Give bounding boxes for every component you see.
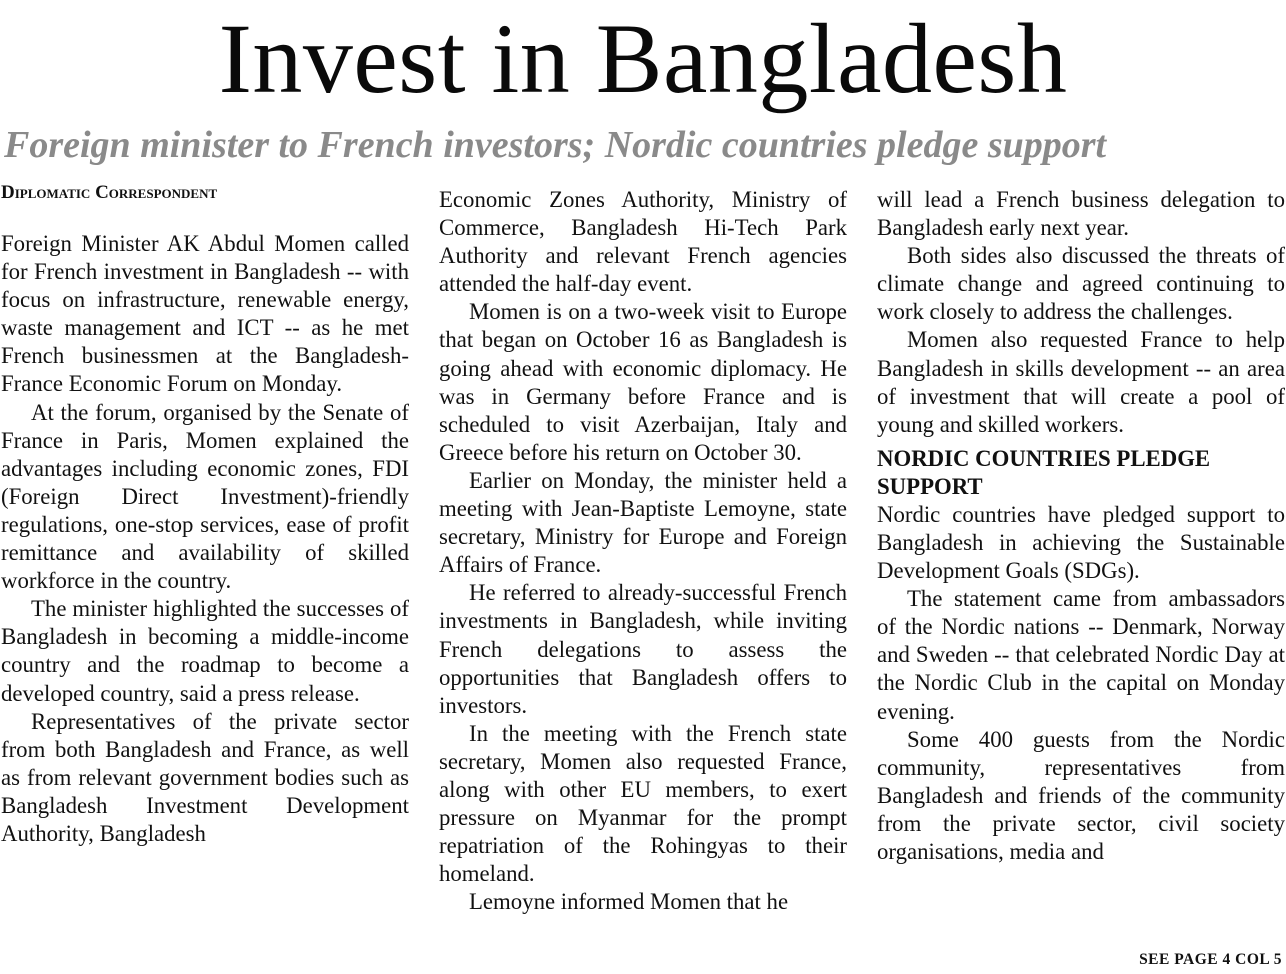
byline: Diplomatic Correspondent	[1, 182, 218, 203]
paragraph: At the forum, organised by the Senate of France in Paris, Momen explained the advantages including economic zones, FDI (Foreign Direct Investment)-friendly regulations, one-stop services, ease of profit remittance and availability of skilled workforce in the country.	[1, 399, 409, 594]
paragraph: will lead a French business delegation to Bangladesh early next year.	[877, 187, 1285, 241]
headline: Invest in Bangladesh	[218, 3, 1068, 114]
continuation-jump-line: SEE PAGE 4 COL 5	[1139, 951, 1282, 968]
article-column-3	[877, 186, 1285, 946]
paragraph: In the meeting with the French state secretary, Momen also requested France, along with other EU members, to exert pressure on Myanmar for the prompt repatriation of the Rohingyas to their homeland.	[439, 720, 847, 887]
paragraph: Foreign Minister AK Abdul Momen called for French investment in Bangladesh -- with focus on infrastructure, renewable energy, waste management and ICT -- as he met French businessmen at the Bangladesh-France Economic Forum on Monday.	[1, 231, 409, 397]
article-column-2	[439, 186, 847, 970]
paragraph: Both sides also discussed the threats of climate change and agreed continuing to work closely to address the challenges.	[877, 243, 1285, 325]
paragraph: Nordic countries have pledged support to Bangladesh in achieving the Sustainable Development Goals (SDGs).	[877, 501, 1285, 584]
paragraph: Momen is on a two-week visit to Europe that began on October 16 as Bangladesh is going ahead with economic diplomacy. He was in Germany before France and is scheduled to visit Azerbaijan, Italy and Greece before his return on October 30.	[439, 299, 847, 465]
paragraph: Some 400 guests from the Nordic community, representatives from Bangladesh and friends of the community from the private sector, civil society organisations, media and	[877, 726, 1285, 864]
paragraph: He referred to already-successful French investments in Bangladesh, while inviting French delegations to assess the opportunities that Bangladesh offers to investors.	[439, 580, 847, 718]
paragraph: The statement came from ambassadors of the Nordic nations -- Denmark, Norway and Sweden -- that celebrated Nordic Day at the Nordic Club in the capital on Monday evening.	[877, 586, 1285, 724]
paragraph: Representatives of the private sector from both Bangladesh and France, as well as from relevant government bodies such as Bangladesh Investment Development Authority, Bangladesh	[1, 708, 409, 846]
section-heading: NORDIC COUNTRIES PLEDGE SUPPORT	[877, 445, 1211, 499]
paragraph: The minister highlighted the successes of Bangladesh in becoming a middle-income country and the roadmap to become a developed country, said a press release.	[1, 596, 409, 706]
paragraph: Earlier on Monday, the minister held a meeting with Jean-Baptiste Lemoyne, state secretary, Ministry for Europe and Foreign Affairs of France.	[439, 467, 847, 578]
paragraph: Momen also requested France to help Bangladesh in skills development -- an area of investment that will create a pool of young and skilled workers.	[877, 327, 1285, 437]
paragraph: Lemoyne informed Momen that he	[469, 889, 789, 915]
subheadline: Foreign minister to French investors; Nordic countries pledge support	[4, 124, 1107, 166]
paragraph: Economic Zones Authority, Ministry of Commerce, Bangladesh Hi-Tech Park Authority and relevant French agencies attended the half-day event.	[439, 187, 847, 297]
article-column-1	[1, 182, 409, 966]
